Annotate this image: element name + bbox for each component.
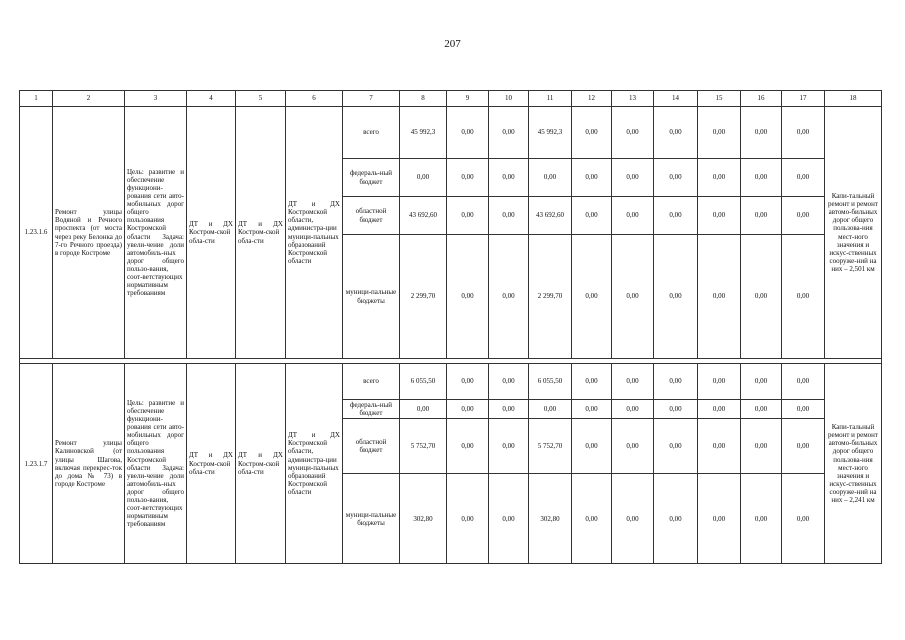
funding-value: 0,00	[654, 400, 698, 419]
funding-value: 0,00	[447, 107, 489, 159]
funding-value: 0,00	[698, 400, 741, 419]
funding-value: 0,00	[489, 364, 529, 400]
responsible-executor: ДТ и ДХ Костром-ской обла-сти	[187, 107, 236, 359]
funding-value: 0,00	[572, 419, 612, 474]
header-cell: 8	[400, 91, 447, 107]
header-cell: 6	[286, 91, 343, 107]
funding-value: 2 299,70	[400, 235, 447, 359]
funding-value: 0,00	[572, 159, 612, 197]
page-number: 207	[444, 38, 461, 50]
funding-value: 43 692,60	[400, 197, 447, 235]
funding-value: 0,00	[489, 474, 529, 564]
funding-value: 0,00	[489, 235, 529, 359]
funding-value: 0,00	[572, 400, 612, 419]
header-cell: 17	[782, 91, 825, 107]
header-cell: 13	[612, 91, 654, 107]
item-name: Ремонт улицы Водяной и Речного проспекта (от моста через реку Белонка до 7-го Речного проезда) в городе Костроме	[53, 107, 125, 359]
funding-value: 0,00	[612, 419, 654, 474]
header-cell: 3	[125, 91, 187, 107]
funding-value: 0,00	[447, 419, 489, 474]
funding-value: 0,00	[698, 474, 741, 564]
funding-value: 0,00	[400, 159, 447, 197]
funding-source-label: областной бюджет	[343, 419, 400, 474]
funding-value: 0,00	[782, 400, 825, 419]
funding-value: 0,00	[447, 400, 489, 419]
item-number: 1.23.1.6	[20, 107, 53, 359]
funding-value: 0,00	[447, 474, 489, 564]
funding-table	[19, 90, 882, 564]
expected-result: Капи-тальный ремонт и ремонт автомо-бильных дорог общего пользова-ния мест-ного значения и искус-ственных сооруже-ний на них – 2,241 км	[825, 364, 882, 564]
funding-value: 0,00	[489, 400, 529, 419]
funding-value: 45 992,3	[400, 107, 447, 159]
funding-value: 0,00	[654, 235, 698, 359]
funding-value: 0,00	[612, 159, 654, 197]
funding-value: 0,00	[489, 419, 529, 474]
funding-value: 0,00	[698, 159, 741, 197]
funding-value: 0,00	[572, 364, 612, 400]
funding-value: 0,00	[782, 364, 825, 400]
funding-value: 0,00	[572, 107, 612, 159]
funding-value: 0,00	[572, 235, 612, 359]
funding-value: 6 055,50	[529, 364, 572, 400]
header-row	[20, 91, 882, 107]
funding-value: 0,00	[654, 419, 698, 474]
funding-value: 302,80	[529, 474, 572, 564]
funding-value: 0,00	[612, 474, 654, 564]
funding-value: 0,00	[741, 419, 782, 474]
funding-value: 0,00	[741, 197, 782, 235]
funding-value: 0,00	[612, 400, 654, 419]
item-goal: Цель: развитие и обеспечение функциони-рования сети авто-мобильных дорог общего пользования Костромской области Задача: увели-чение доли автомобиль-ных дорог общего пользо-вания, соот-ветствующих нормативным требованиям	[125, 364, 187, 564]
funding-value: 0,00	[612, 364, 654, 400]
funding-value: 2 299,70	[529, 235, 572, 359]
header-cell: 4	[187, 91, 236, 107]
funding-value: 0,00	[654, 107, 698, 159]
item-goal: Цель: развитие и обеспечение функциони-рования сети авто-мобильных дорог общего пользования Костромской области Задача: увели-чение доли автомобиль-ных дорог общего пользо-вания, соот-ветствующих нормативным требованиям	[125, 107, 187, 359]
participants: ДТ и ДХ Костромской области, администра-ции муници-пальных образований Костромской области	[286, 107, 343, 359]
funding-value: 5 752,70	[400, 419, 447, 474]
header-cell: 9	[447, 91, 489, 107]
funding-value: 0,00	[612, 235, 654, 359]
funding-value: 0,00	[572, 197, 612, 235]
funding-value: 0,00	[698, 419, 741, 474]
funding-value: 0,00	[489, 107, 529, 159]
header-cell: 11	[529, 91, 572, 107]
funding-value: 0,00	[529, 400, 572, 419]
funding-value: 0,00	[654, 364, 698, 400]
funding-value: 0,00	[741, 400, 782, 419]
funding-value: 6 055,50	[400, 364, 447, 400]
funding-value: 0,00	[447, 197, 489, 235]
header-cell: 1	[20, 91, 53, 107]
item-name: Ремонт улицы Калиновской (от улицы Шагова, включая перекрес-ток до дома № 73) в городе Костроме	[53, 364, 125, 564]
funding-value: 0,00	[447, 159, 489, 197]
funding-value: 0,00	[400, 400, 447, 419]
header-cell: 14	[654, 91, 698, 107]
funding-value: 0,00	[782, 159, 825, 197]
participants: ДТ и ДХ Костромской области, админиcтра-ции муници-пальных образований Костромской области	[286, 364, 343, 564]
funding-value: 0,00	[782, 474, 825, 564]
funding-source-label: федераль-ный бюджет	[343, 159, 400, 197]
header-cell: 16	[741, 91, 782, 107]
funding-value: 0,00	[741, 364, 782, 400]
header-cell: 12	[572, 91, 612, 107]
funding-value: 0,00	[741, 107, 782, 159]
funding-value: 5 752,70	[529, 419, 572, 474]
funding-value: 0,00	[489, 197, 529, 235]
funding-value: 0,00	[529, 159, 572, 197]
funding-value: 0,00	[489, 159, 529, 197]
funding-value: 0,00	[447, 364, 489, 400]
funding-source-label: муници-пальные бюджеты	[343, 474, 400, 564]
funding-value: 0,00	[698, 364, 741, 400]
funding-source-label: всего	[343, 364, 400, 400]
funding-source-label: областной бюджет	[343, 197, 400, 235]
funding-value: 0,00	[782, 235, 825, 359]
funding-value: 0,00	[782, 197, 825, 235]
funding-value: 0,00	[654, 159, 698, 197]
funding-value: 302,80	[400, 474, 447, 564]
funding-value: 0,00	[741, 235, 782, 359]
item-number: 1.23.1.7	[20, 364, 53, 564]
header-cell: 7	[343, 91, 400, 107]
responsible-executor: ДТ и ДХ Костром-ской обла-сти	[187, 364, 236, 564]
funding-value: 0,00	[698, 107, 741, 159]
expected-result: Капи-тальный ремонт и ремонт автомо-бильных дорог общего пользова-ния мест-ного значения и искус-ственных сооруже-ний на них – 2,501 км	[825, 107, 882, 359]
funding-value: 0,00	[741, 159, 782, 197]
funding-row	[20, 107, 882, 159]
header-cell: 15	[698, 91, 741, 107]
funding-value: 0,00	[654, 197, 698, 235]
funding-value: 0,00	[572, 474, 612, 564]
funding-value: 45 992,3	[529, 107, 572, 159]
funding-value: 0,00	[741, 474, 782, 564]
header-cell: 18	[825, 91, 882, 107]
funding-value: 0,00	[782, 107, 825, 159]
funding-value: 0,00	[782, 419, 825, 474]
funding-source-label: федераль-ный бюджет	[343, 400, 400, 419]
coexecutor: ДТ и ДХ Костром-ской обла-сти	[236, 107, 286, 359]
funding-value: 0,00	[612, 107, 654, 159]
funding-value: 0,00	[612, 197, 654, 235]
coexecutor: ДТ и ДХ Костром-ской обла-сти	[236, 364, 286, 564]
header-cell: 2	[53, 91, 125, 107]
funding-source-label: всего	[343, 107, 400, 159]
funding-value: 43 692,60	[529, 197, 572, 235]
funding-value: 0,00	[447, 235, 489, 359]
funding-source-label: муници-пальные бюджеты	[343, 235, 400, 359]
funding-value: 0,00	[698, 197, 741, 235]
funding-value: 0,00	[698, 235, 741, 359]
funding-row	[20, 364, 882, 400]
header-cell: 5	[236, 91, 286, 107]
funding-value: 0,00	[654, 474, 698, 564]
header-cell: 10	[489, 91, 529, 107]
